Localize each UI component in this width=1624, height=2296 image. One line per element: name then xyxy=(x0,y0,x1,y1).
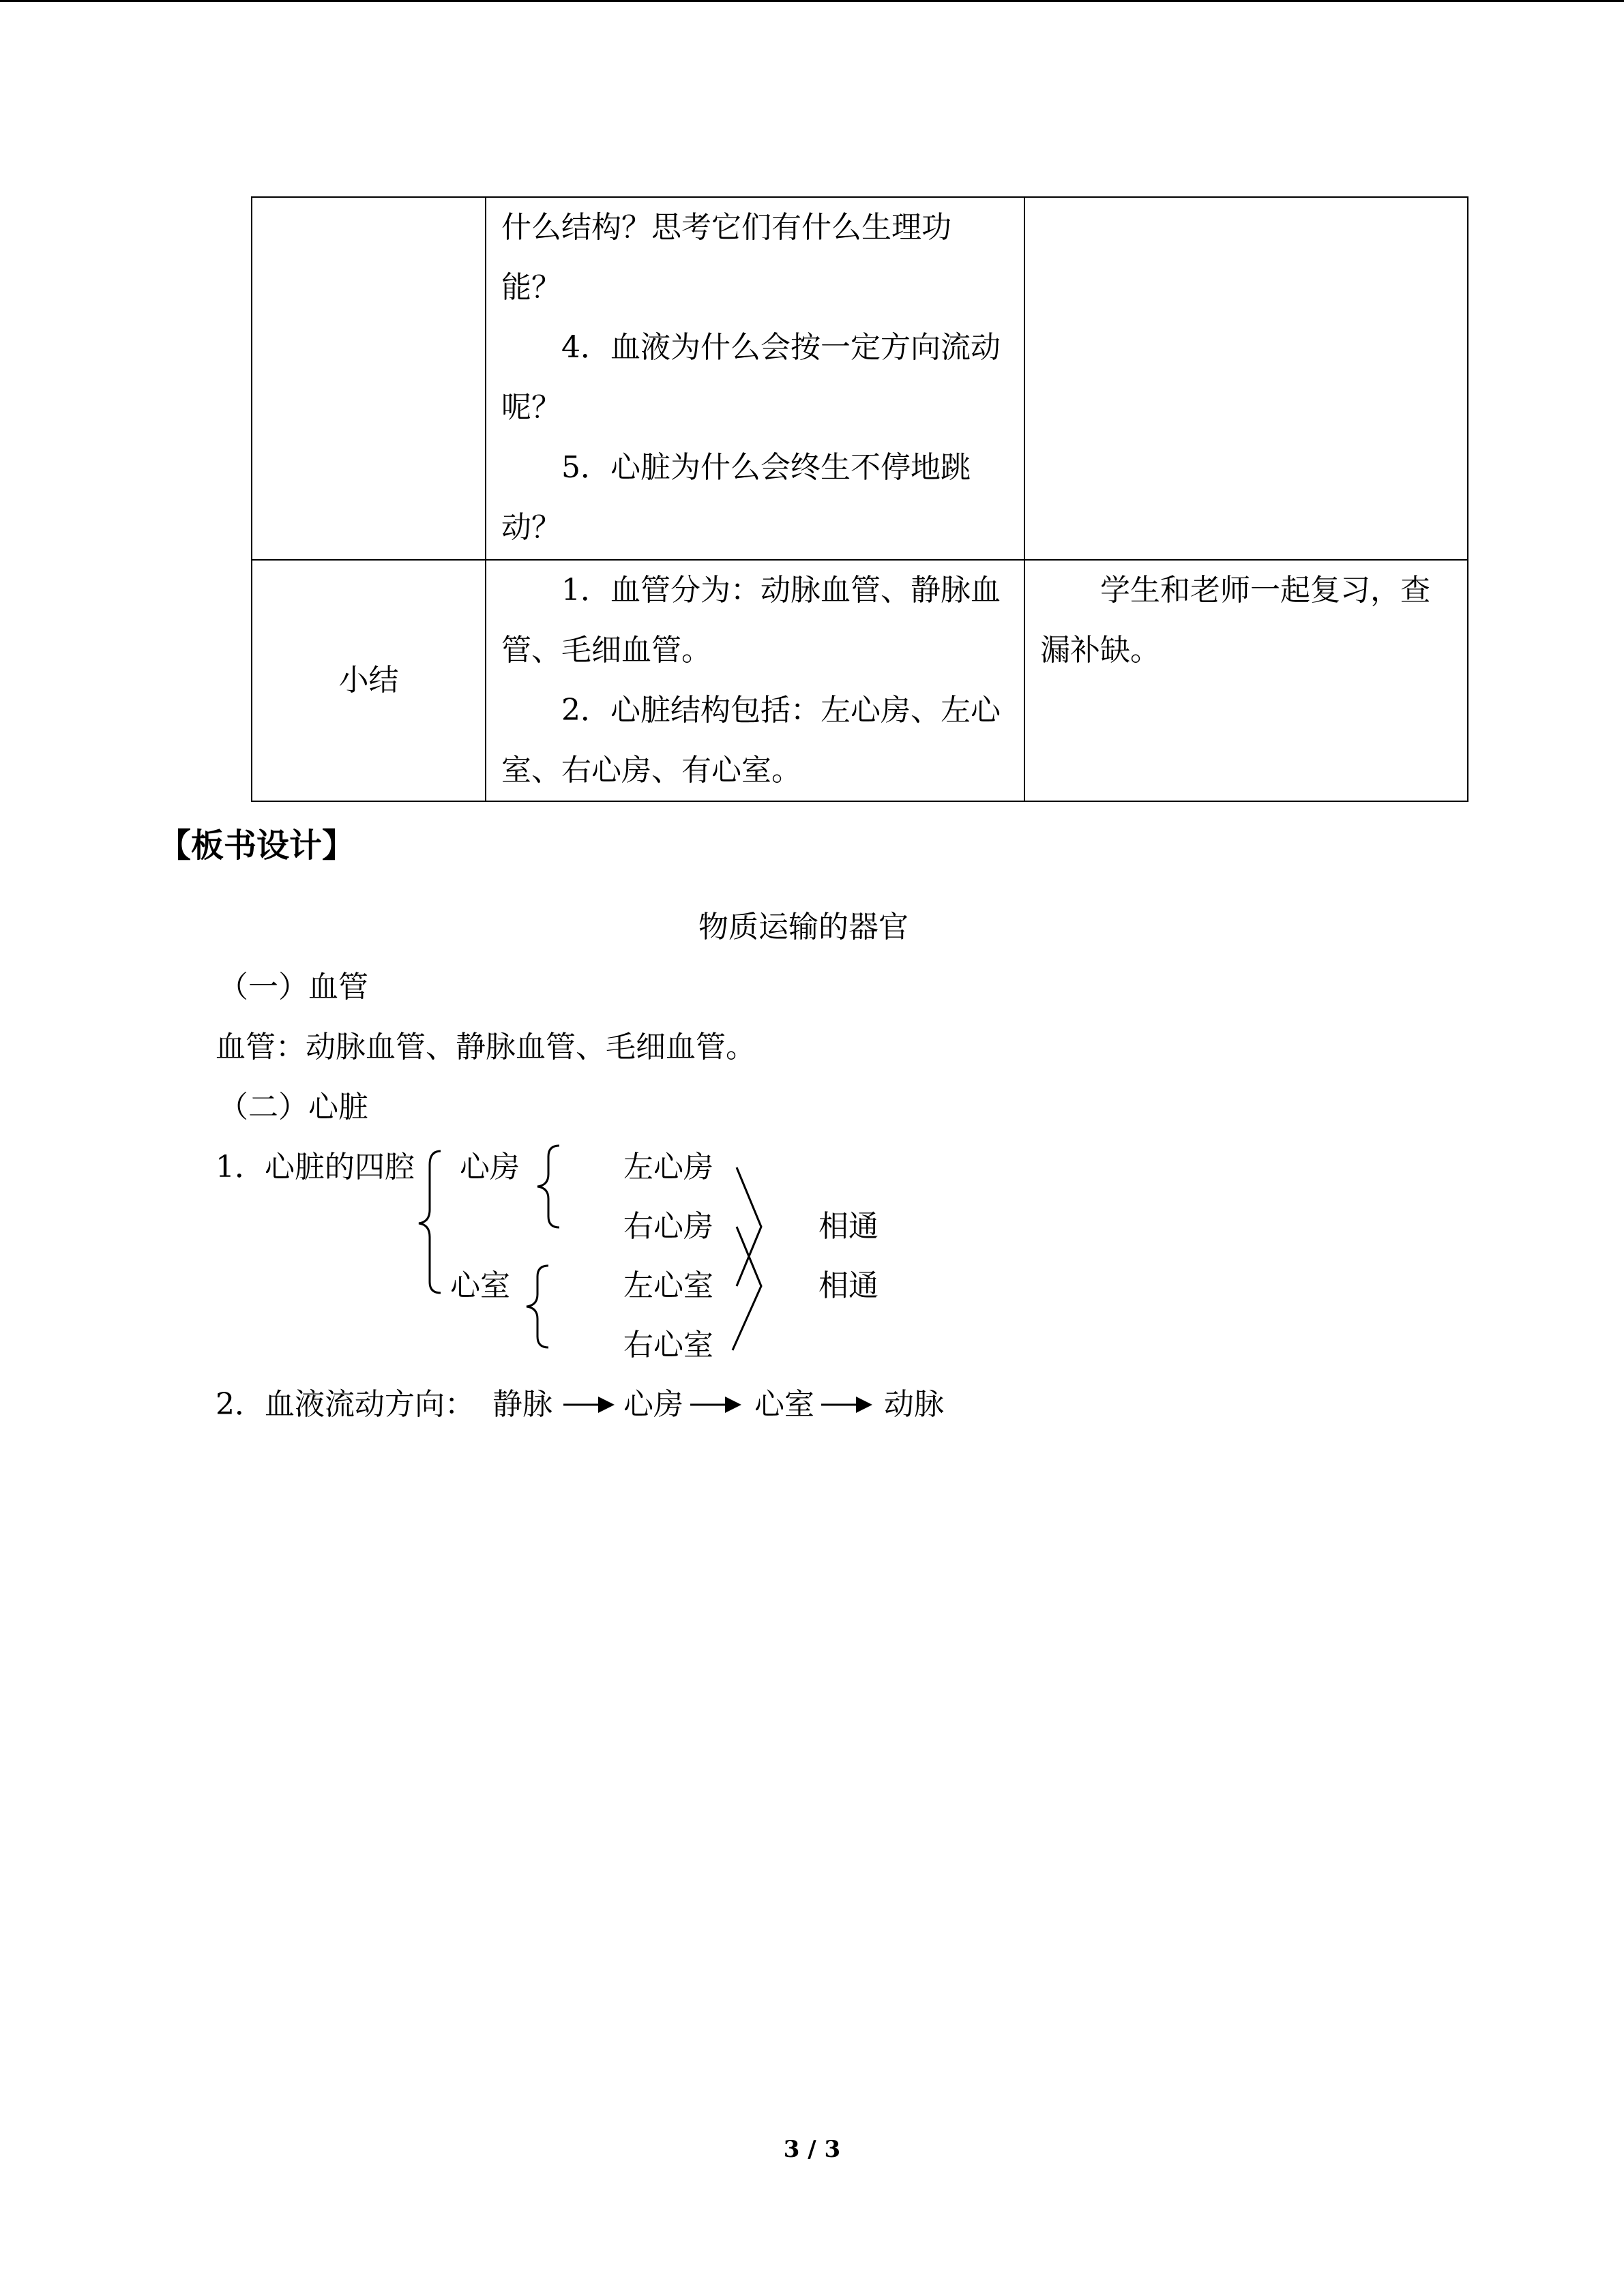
content-paragraph: 5．心脏为什么会终生不停地跳动？ xyxy=(501,450,971,545)
board-title: 物质运输的器官 xyxy=(698,910,909,944)
left-atrium-label: 左心房 xyxy=(623,1150,713,1184)
flow-step: 心室 xyxy=(754,1387,814,1422)
content-paragraph: 什么结构？思考它们有什么生理功能？ xyxy=(501,210,951,305)
connected-label: 相通 xyxy=(818,1209,879,1244)
flow-step: 动脉 xyxy=(884,1387,944,1422)
page-number: 3 / 3 xyxy=(783,2136,841,2163)
brace-four-chambers xyxy=(419,1151,441,1293)
table-cell-label: 小结 xyxy=(252,560,486,801)
content-paragraph: 4．血液为什么会按一定方向流动呢？ xyxy=(501,330,1001,425)
atrium-label: 心房 xyxy=(460,1150,520,1184)
flow-step: 心房 xyxy=(623,1387,683,1422)
brace-ventricle xyxy=(527,1266,548,1347)
ventricle-label: 心室 xyxy=(450,1268,510,1303)
flow-step: 静脉 xyxy=(492,1387,552,1422)
right-ventricle-label: 右心室 xyxy=(623,1328,713,1362)
right-atrium-label: 右心房 xyxy=(623,1209,713,1244)
content-paragraph: 2．心脏结构包括：左心房、左心室、右心房、有心室。 xyxy=(501,693,1001,788)
part2-heading: （二）心脏 xyxy=(218,1090,368,1124)
part1-text: 血管：动脉血管、静脉血管、毛细血管。 xyxy=(216,1030,756,1064)
content-paragraph: 1．血管分为：动脉血管、静脉血管、毛细血管。 xyxy=(501,573,1001,668)
connector-atria xyxy=(737,1167,761,1286)
item2-label: 2．血液流动方向： xyxy=(216,1387,475,1422)
left-ventricle-label: 左心室 xyxy=(623,1268,713,1303)
part1-heading: （一）血管 xyxy=(218,970,368,1004)
item1-label: 1．心脏的四腔 xyxy=(216,1150,415,1184)
content-paragraph: 学生和老师一起复习，查漏补缺。 xyxy=(1040,573,1430,668)
brace-atrium xyxy=(537,1146,559,1227)
section-title: 【板书设计】 xyxy=(158,826,355,865)
connected-label: 相通 xyxy=(818,1268,879,1303)
connector-ventricles xyxy=(733,1227,761,1350)
